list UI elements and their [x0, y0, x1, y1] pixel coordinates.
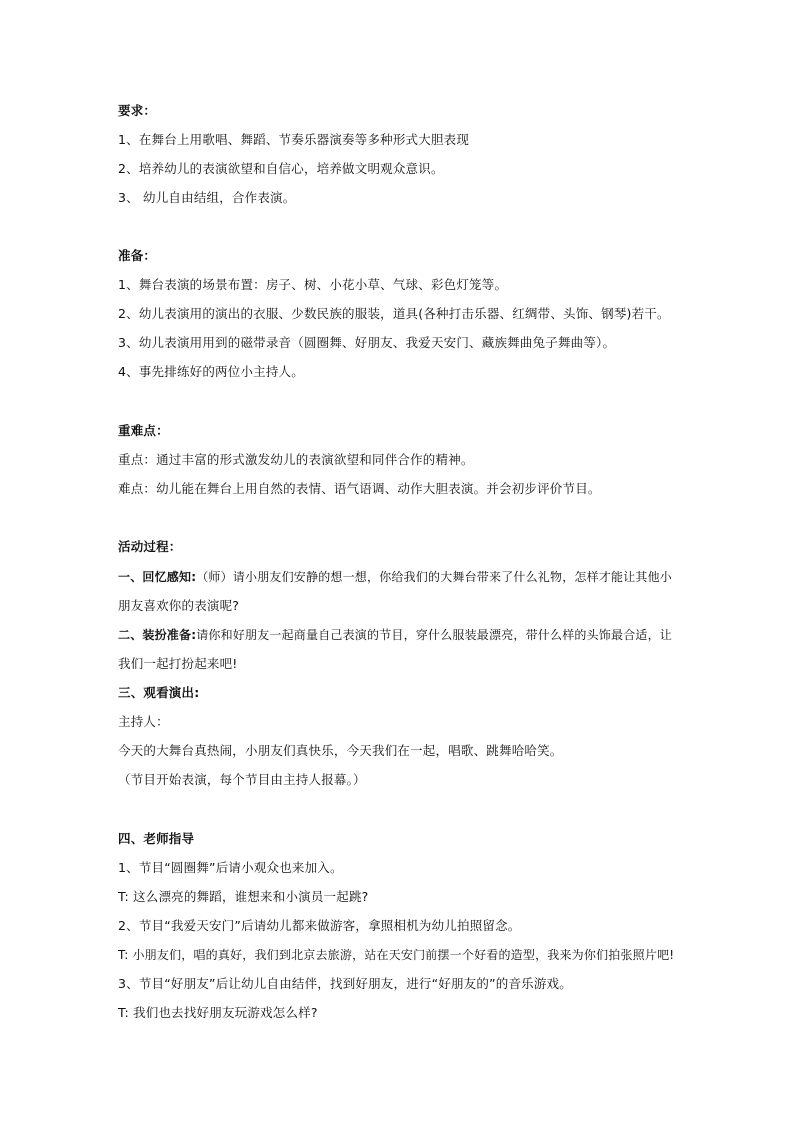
step-2-continued: 我们一起打扮起来吧! [118, 656, 238, 671]
step-3-label: 三、观看演出: [118, 685, 200, 700]
requirement-item-2: 2、培养幼儿的表演欲望和自信心，培养做文明观众意识。 [118, 161, 444, 176]
teacher-line-5: 3、节目“好朋友”后让幼儿自由结伴，找到好朋友，进行“好朋友的”的音乐游戏。 [118, 976, 572, 991]
step-1 [118, 567, 678, 587]
host-line: 今天的大舞台真热闹，小朋友们真快乐，今天我们在一起，唱歌、跳舞哈哈笑。 [118, 743, 563, 758]
host-note: （节目开始表演，每个节目由主持人报幕。） [118, 772, 366, 787]
teacher-heading: 四、老师指导 [118, 831, 195, 846]
teacher-line-6: T: 我们也去找好朋友玩游戏怎么样? [118, 1005, 318, 1020]
teacher-line-3: 2、节目“我爱天安门”后请幼儿都来做游客，拿照相机为幼儿拍照留念。 [118, 918, 521, 933]
preparation-item-4: 4、事先排练好的两位小主持人。 [118, 364, 304, 379]
step-2-text: 请你和好朋友一起商量自己表演的节目，穿什么服装最漂亮，带什么样的头饰最合适，让 [196, 628, 673, 642]
teacher-line-2: T: 这么漂亮的舞蹈，谁想来和小演员一起跳? [118, 889, 369, 904]
requirement-item-1: 1、在舞台上用歌唱、舞蹈、节奏乐器演奏等多种形式大胆表现 [118, 132, 470, 147]
preparation-heading: 准备： [118, 248, 157, 263]
requirements-heading: 要求： [118, 103, 157, 118]
process-heading: 活动过程： [118, 539, 182, 554]
step-1-text: （师）请小朋友们安静的想一想，你给我们的大舞台带来了什么礼物，怎样才能让其他小 [196, 570, 673, 584]
preparation-item-3: 3、幼儿表演用用到的磁带录音（圆圈舞、好朋友、我爱天安门、藏族舞曲兔子舞曲等）。 [118, 335, 616, 350]
preparation-item-2: 2、幼儿表演用的演出的衣服、少数民族的服装，道具(各种打击乐器、红绸带、头饰、钢琴)若干。 [118, 306, 670, 321]
step-1-label: 一、回忆感知: [118, 570, 197, 584]
host-label: 主持人： [118, 714, 169, 729]
requirement-item-3: 3、 幼儿自由结组，合作表演。 [118, 190, 296, 205]
key-points-heading: 重难点： [118, 423, 169, 438]
focus-point: 重点：通过丰富的形式激发幼儿的表演欲望和同伴合作的精神。 [118, 452, 474, 467]
step-1-continued: 朋友喜欢你的表演呢? [118, 598, 240, 613]
step-2 [118, 625, 678, 645]
preparation-item-1: 1、舞台表演的场景布置：房子、树、小花小草、气球、彩色灯笼等。 [118, 277, 508, 292]
teacher-line-4: T: 小朋友们，唱的真好，我们到北京去旅游，站在天安门前摆一个好看的造型，我来为你们拍张照片吧! [118, 948, 675, 962]
teacher-line-1: 1、节目“圆圈舞”后请小观众也来加入。 [118, 860, 343, 875]
difficulty-point: 难点：幼儿能在舞台上用自然的表情、语气语调、动作大胆表演。并会初步评价节目。 [118, 481, 601, 496]
step-2-label: 二、装扮准备: [118, 628, 197, 642]
